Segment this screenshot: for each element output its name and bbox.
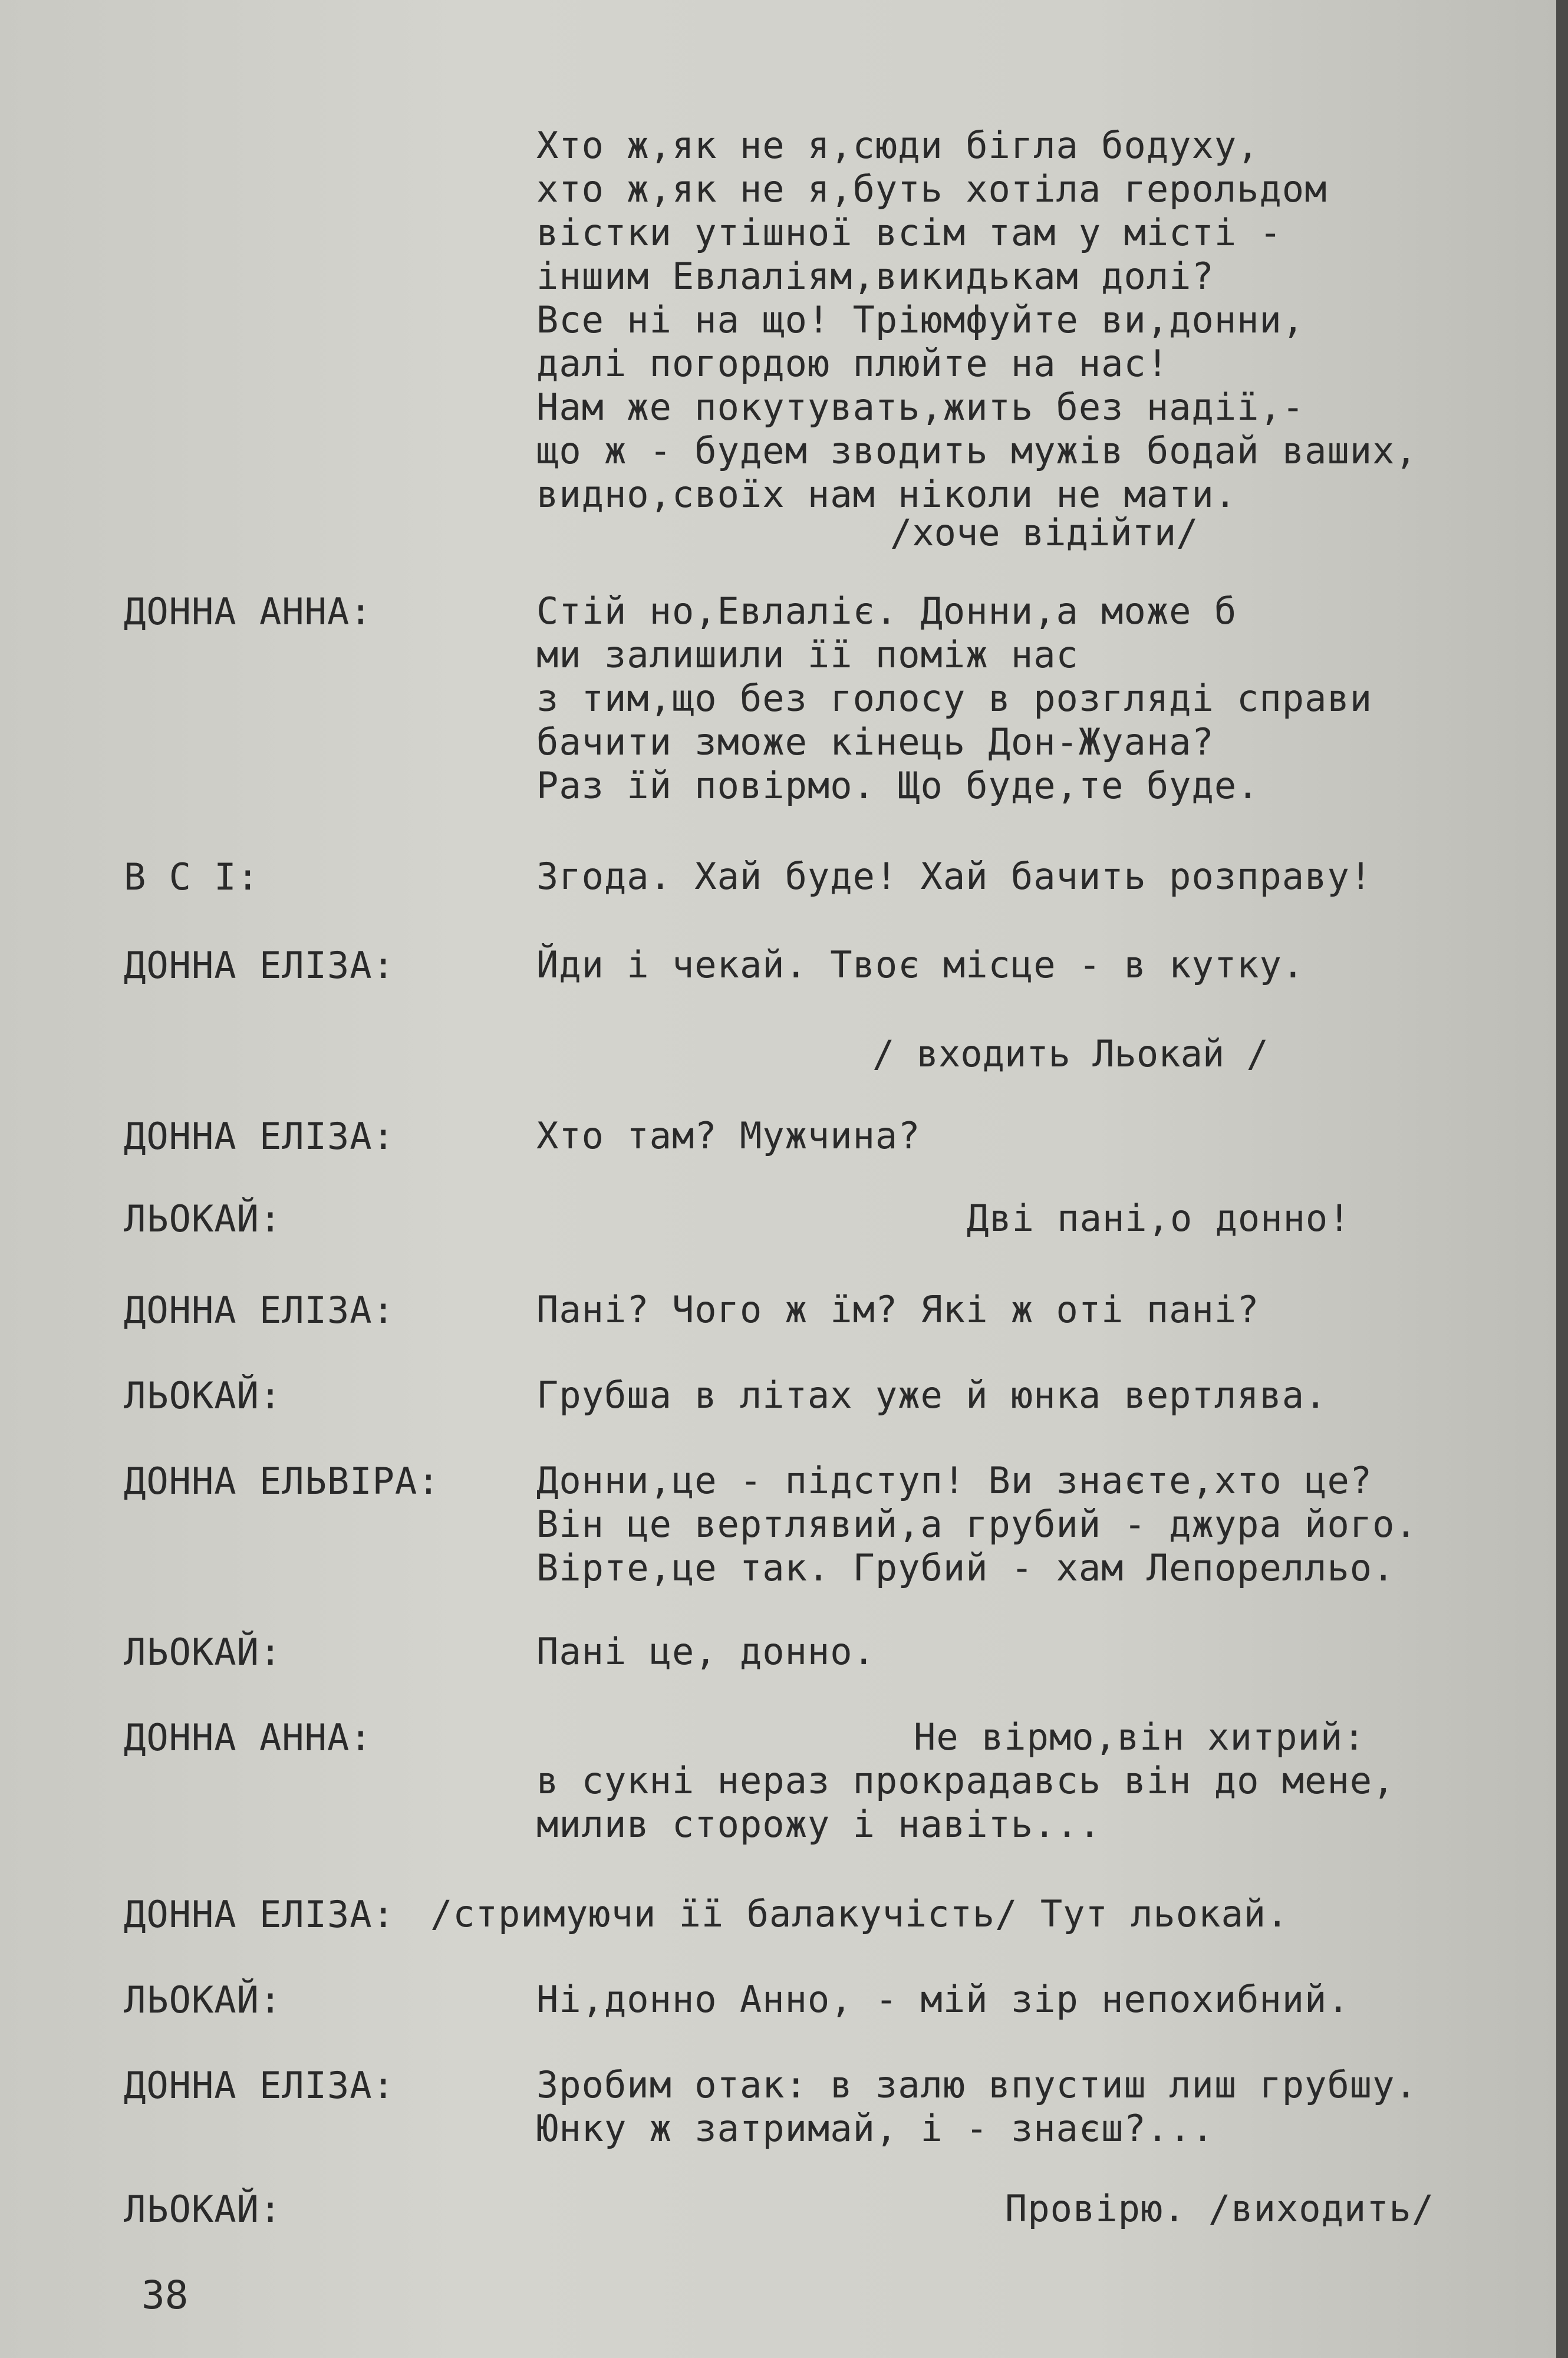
speech-line: Раз їй повірмо. Що буде,те буде. bbox=[536, 764, 1260, 807]
speech-line: Грубша в літах уже й юнка вертлява. bbox=[536, 1374, 1327, 1417]
speech bbox=[536, 2063, 1418, 2150]
speech bbox=[430, 1892, 1289, 1936]
speaker-name: ДОННА ЕЛІЗА: bbox=[124, 1893, 395, 1936]
speech-line: Хто там? Мужчина? bbox=[536, 1114, 921, 1157]
speech-line: Ні,донно Анно, - мій зір непохибний. bbox=[536, 1978, 1350, 2021]
speaker-name: ДОННА ЕЛІЗА: bbox=[124, 2064, 395, 2107]
speaker-name: ЛЬОКАЙ: bbox=[124, 1197, 282, 1240]
speech-line: Він це вертлявий,а грубий - джура його. bbox=[536, 1503, 1418, 1546]
speech-line: видно,своїх нам ніколи не мати. bbox=[536, 473, 1237, 516]
speech-line: Донни,це - підступ! Ви знаєте,хто це? bbox=[536, 1459, 1373, 1502]
speech-line: Хто ж,як не я,сюди бігла бодуху, bbox=[536, 124, 1260, 167]
speech-line: іншим Евлаліям,викидькам долі? bbox=[536, 255, 1214, 298]
page-edge bbox=[1556, 0, 1568, 2358]
speech bbox=[536, 590, 1372, 808]
speech bbox=[536, 1288, 1259, 1332]
speech-line: хто ж,як не я,буть хотіла герольдом bbox=[536, 167, 1327, 210]
speaker-name: ДОННА ЕЛЬВІРА: bbox=[124, 1460, 440, 1503]
speech bbox=[536, 1978, 1350, 2021]
speech-line: ми залишили її поміж нас bbox=[536, 633, 1079, 676]
speech bbox=[536, 1374, 1327, 1417]
speech-line: Провірю. /виходить/ bbox=[1005, 2187, 1435, 2230]
speech bbox=[536, 1459, 1418, 1590]
speech-line: що ж - будем зводить мужів бодай ваших, bbox=[536, 429, 1418, 472]
speaker-name: В С І: bbox=[124, 855, 259, 898]
speech bbox=[536, 1715, 1395, 1846]
speech bbox=[536, 855, 1372, 898]
speech-line: Нам же покутувать,жить без надії,- bbox=[536, 386, 1305, 429]
speech-line: Юнку ж затримай, і - знаєш?... bbox=[536, 2107, 1214, 2150]
speaker-name: ДОННА АННА: bbox=[124, 1716, 373, 1759]
speaker-name: ЛЬОКАЙ: bbox=[124, 1631, 282, 1674]
stage-direction: / входить Льокай / bbox=[872, 1032, 1269, 1075]
speech-line: в сукні нераз прокрадавсь він до мене, bbox=[536, 1759, 1395, 1802]
speech bbox=[1005, 2187, 1434, 2231]
speaker-name: ДОННА ЕЛІЗА: bbox=[124, 944, 395, 987]
page-number: 38 bbox=[141, 2273, 189, 2318]
speech-line: Все ні на що! Тріюмфуйте ви,донни, bbox=[536, 298, 1305, 341]
speech-line: Дві пані,о донно! bbox=[967, 1197, 1351, 1240]
speaker-name: ЛЬОКАЙ: bbox=[124, 1374, 282, 1417]
speaker-name: ДОННА АННА: bbox=[124, 590, 373, 633]
speech-line: вістки утішної всім там у місті - bbox=[536, 211, 1282, 254]
speech bbox=[536, 943, 1305, 987]
speech-line: Пані це, донно. bbox=[536, 1630, 875, 1673]
speech-line: милив сторожу і навіть... bbox=[536, 1803, 1102, 1846]
speech bbox=[967, 1197, 1351, 1240]
speaker-name: ДОННА ЕЛІЗА: bbox=[124, 1115, 395, 1158]
speech-line: Йди і чекай. Твоє місце - в кутку. bbox=[536, 943, 1305, 986]
speech-line: бачити зможе кінець Дон-Жуана? bbox=[536, 720, 1214, 763]
speech-line: /стримуючи її балакучість/ Тут льокай. bbox=[430, 1892, 1289, 1935]
speech bbox=[536, 1114, 921, 1158]
speaker-name: ДОННА ЕЛІЗА: bbox=[124, 1289, 395, 1332]
speech-line: з тим,що без голосу в розгляді справи bbox=[536, 677, 1373, 720]
speech-line: Пані? Чого ж їм? Які ж оті пані? bbox=[536, 1288, 1260, 1331]
speech-line: Стій но,Евлаліє. Донни,а може б bbox=[536, 590, 1237, 633]
speech-line: Згода. Хай буде! Хай бачить розправу! bbox=[536, 855, 1373, 898]
speech bbox=[536, 1630, 875, 1674]
speech-line: Вірте,це так. Грубий - хам Лепорелльо. bbox=[536, 1546, 1395, 1589]
speaker-name: ЛЬОКАЙ: bbox=[124, 2188, 282, 2231]
speech-line: Зробим отак: в залю впустиш лиш грубшу. bbox=[536, 2063, 1418, 2106]
opening-speech bbox=[536, 124, 1418, 516]
speech-line: далі погордою плюйте на нас! bbox=[536, 342, 1170, 385]
speech-line: Не вірмо,він хитрий: bbox=[914, 1715, 1366, 1758]
stage-direction: /хоче відійти/ bbox=[890, 511, 1198, 554]
speaker-name: ЛЬОКАЙ: bbox=[124, 1978, 282, 2021]
